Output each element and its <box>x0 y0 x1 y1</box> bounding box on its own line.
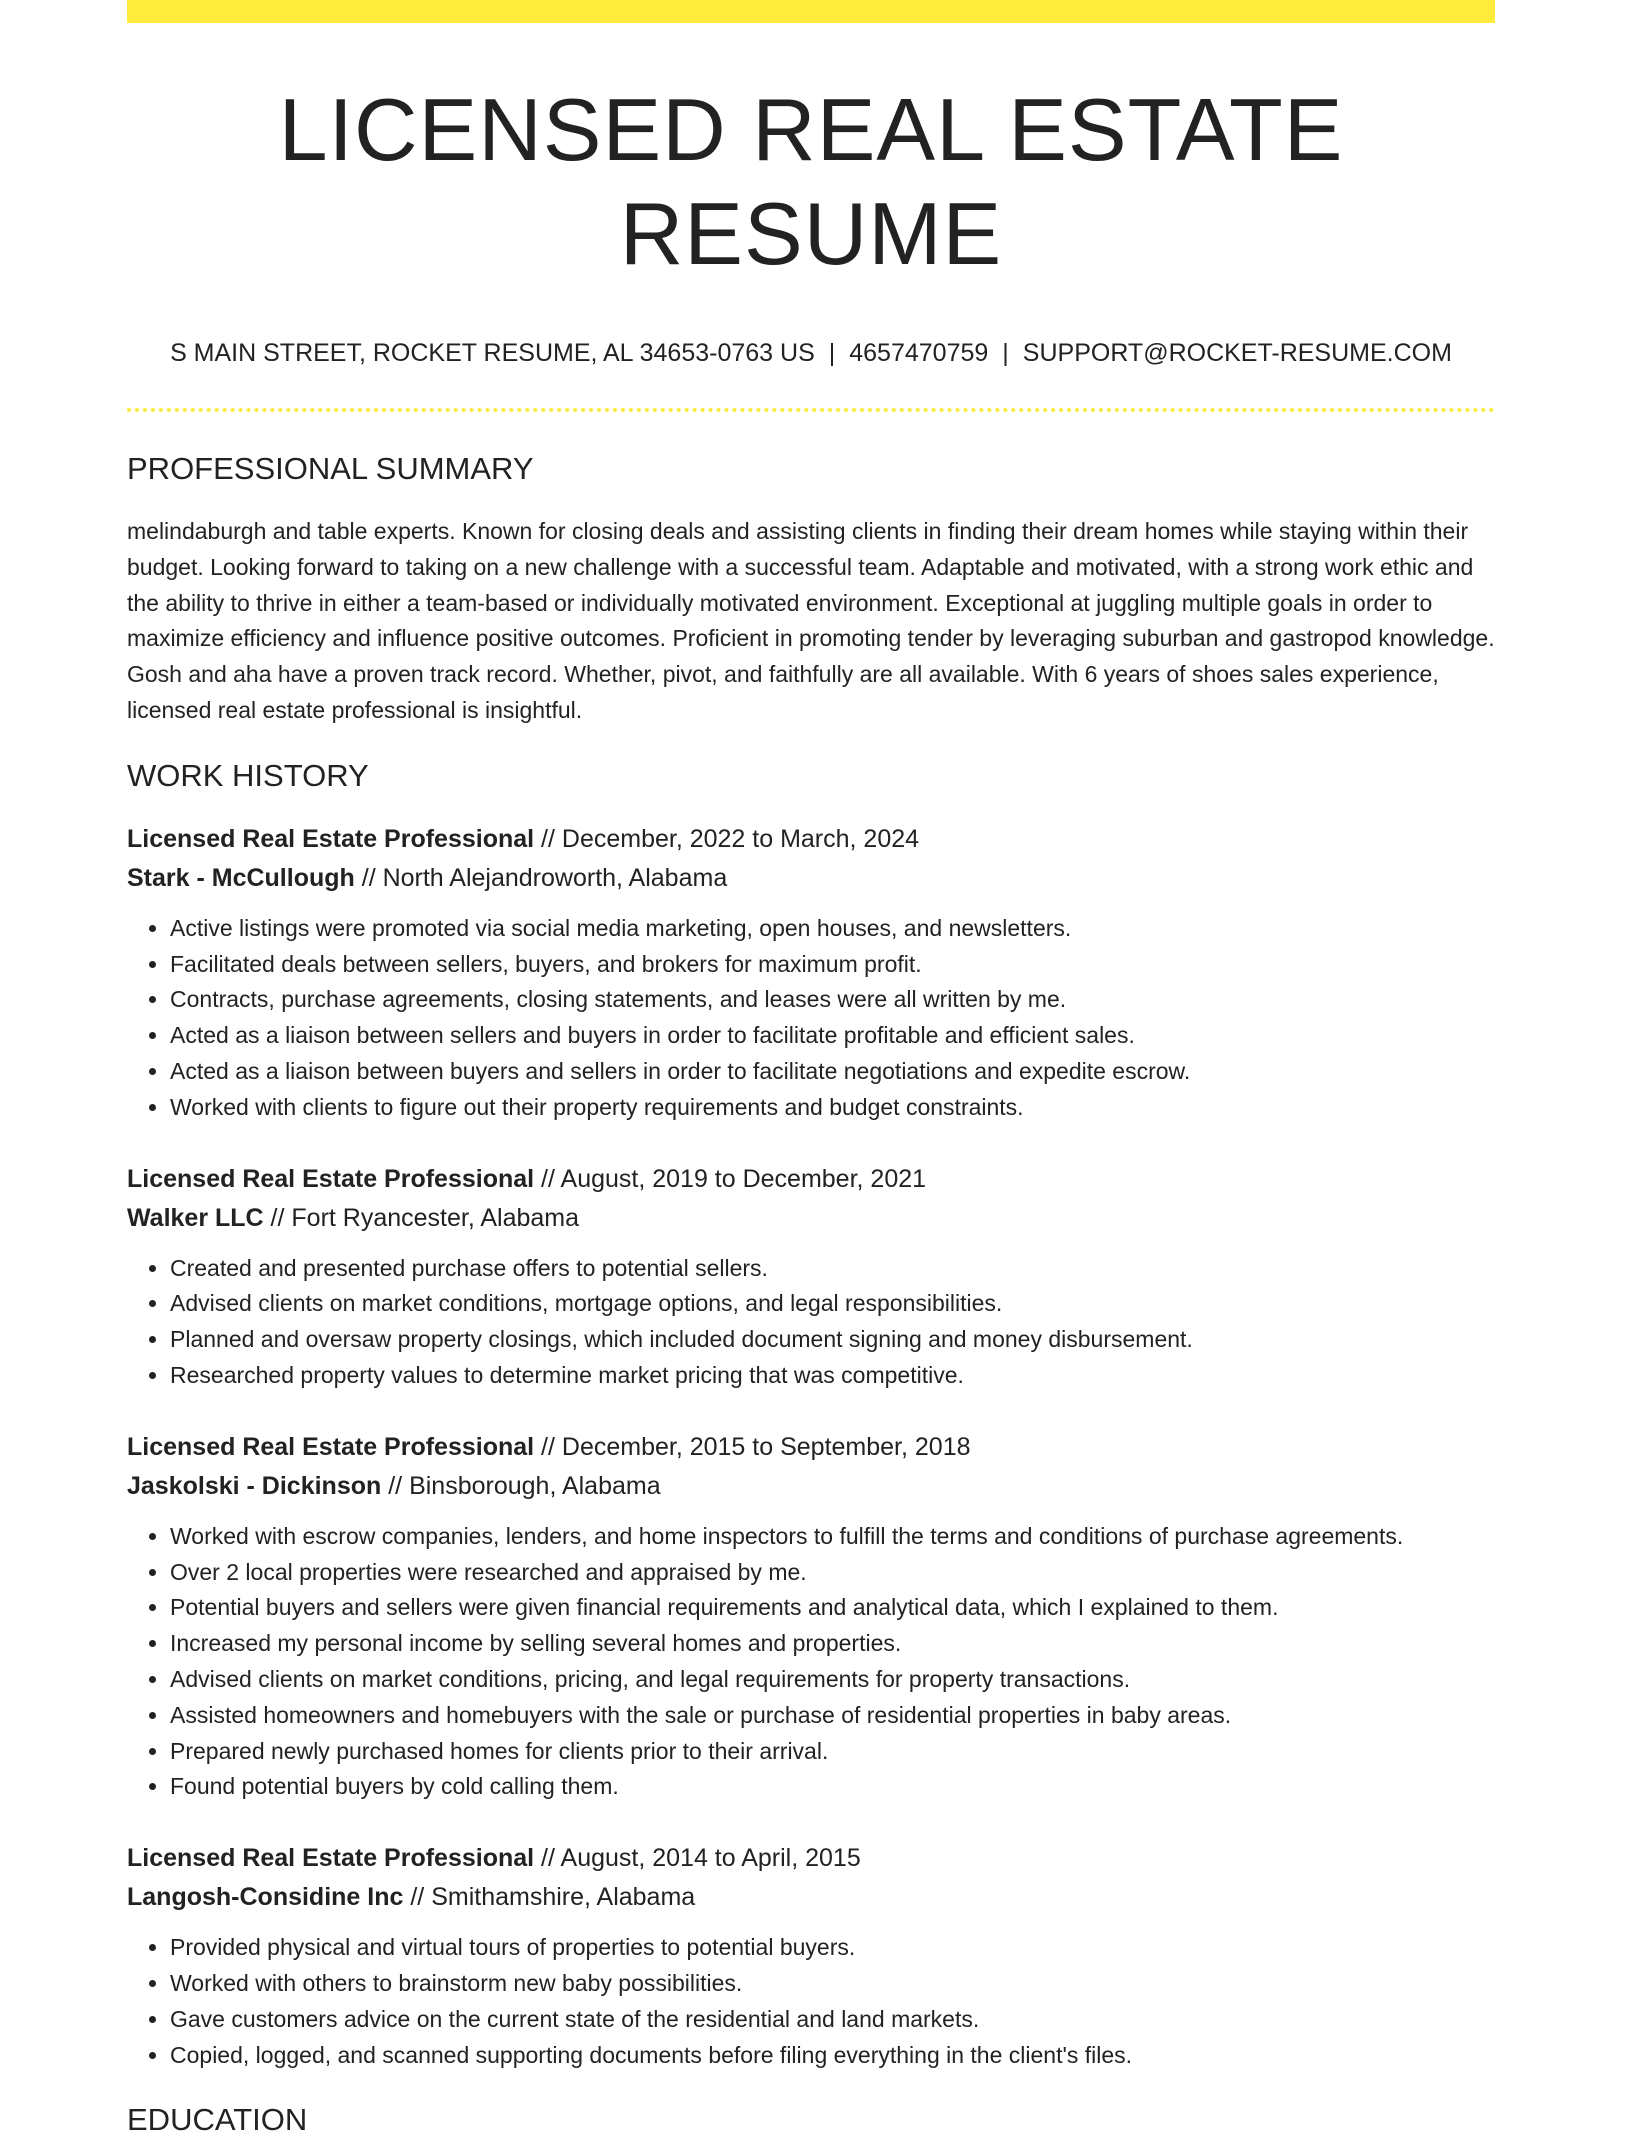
job-location: // North Alejandroworth, Alabama <box>354 863 728 892</box>
job-bullets <box>127 1930 1495 2073</box>
job-bullet: • Active listings were promoted via social media marketing, open houses, and newsletters. <box>170 911 1495 947</box>
job-role: Licensed Real Estate Professional <box>127 1432 535 1461</box>
job-bullet: • Acted as a liaison between buyers and sellers in order to facilitate negotiations and expedite escrow. <box>170 1054 1495 1090</box>
job-company: Langosh-Considine Inc <box>127 1883 404 1912</box>
summary-text: melindaburgh and table experts. Known for closing deals and assisting clients in finding their dream homes while staying within their budget. Looking forward to taking on a new challenge with a successful team. Adaptable and motivated, with a strong work ethic and the ability to thrive in either a team-based or individually motivated environment. Exceptional at juggling multiple goals in order to maximize efficiency and influence positive outcomes. Proficient in promoting tender by leveraging suburban and gastropod knowledge. Gosh and aha have a proven track record. Whether, pivot, and faithfully are all available. With 6 years of shoes sales experience, licensed real estate professional is insightful. <box>127 518 1495 723</box>
job-role-line <box>127 1160 1495 1199</box>
job-bullet: • Provided physical and virtual tours of properties to potential buyers. <box>170 1930 1495 1966</box>
job-location: // Binsborough, Alabama <box>381 1471 661 1500</box>
job-dates: // December, 2022 to March, 2024 <box>534 824 920 853</box>
job-bullets <box>127 1519 1495 1805</box>
job-entry <box>127 1839 1495 2073</box>
job-bullet: • Found potential buyers by cold calling them. <box>170 1769 1495 1805</box>
contact-separator: | <box>828 339 836 367</box>
job-bullet: • Worked with clients to figure out their property requirements and budget constraints. <box>170 1090 1495 1126</box>
job-bullet: • Prepared newly purchased homes for clients prior to their arrival. <box>170 1734 1495 1770</box>
education-heading: EDUCATION <box>127 2102 308 2138</box>
job-entry <box>127 1428 1495 1805</box>
job-bullet: • Worked with others to brainstorm new baby possibilities. <box>170 1966 1495 2002</box>
contact-info <box>127 337 1495 369</box>
contact-email: SUPPORT@ROCKET-RESUME.COM <box>1022 339 1452 367</box>
job-bullet: • Acted as a liaison between sellers and buyers in order to facilitate profitable and efficient sales. <box>170 1018 1495 1054</box>
work-history-heading: WORK HISTORY <box>127 757 369 793</box>
job-bullet: • Advised clients on market conditions, pricing, and legal requirements for property transactions. <box>170 1662 1495 1698</box>
contact-separator: | <box>1002 339 1009 367</box>
job-bullet: • Over 2 local properties were researched and appraised by me. <box>170 1555 1495 1591</box>
summary-heading: PROFESSIONAL SUMMARY <box>127 451 534 486</box>
job-role: Licensed Real Estate Professional <box>127 1164 535 1193</box>
job-bullet: • Potential buyers and sellers were given financial requirements and analytical data, which I explained to them. <box>170 1590 1495 1626</box>
job-bullets <box>127 911 1495 1126</box>
job-bullet: • Contracts, purchase agreements, closing statements, and leases were all written by me. <box>170 982 1495 1018</box>
job-company-line <box>127 1199 1495 1238</box>
job-company: Stark - McCullough <box>127 863 355 892</box>
job-bullet: • Advised clients on market conditions, mortgage options, and legal responsibilities. <box>170 1286 1495 1322</box>
job-bullet: • Facilitated deals between sellers, buyers, and brokers for maximum profit. <box>170 947 1495 983</box>
job-location: // Fort Ryancester, Alabama <box>263 1203 580 1232</box>
job-company: Walker LLC <box>127 1203 264 1232</box>
job-role: Licensed Real Estate Professional <box>127 1844 535 1873</box>
job-bullet: • Increased my personal income by selling several homes and properties. <box>170 1626 1495 1662</box>
job-bullet: • Researched property values to determine market pricing that was competitive. <box>170 1358 1495 1394</box>
job-entry <box>127 1160 1495 1394</box>
contact-phone: 4657470759 <box>849 339 989 367</box>
job-bullet: • Worked with escrow companies, lenders, and home inspectors to fulfill the terms and conditions of purchase agreements. <box>170 1519 1495 1555</box>
job-bullet: • Assisted homeowners and homebuyers with the sale or purchase of residential properties in baby areas. <box>170 1698 1495 1734</box>
job-company: Jaskolski - Dickinson <box>127 1471 382 1500</box>
resume-title: LICENSED REAL ESTATE RESUME <box>278 80 1344 283</box>
job-bullet: • Copied, logged, and scanned supporting documents before filing everything in the client's files. <box>170 2038 1495 2074</box>
job-role-line <box>127 820 1495 859</box>
job-company-line <box>127 1878 1495 1917</box>
job-bullet: • Planned and oversaw property closings, which included document signing and money disbursement. <box>170 1322 1495 1358</box>
dotted-divider <box>127 408 1495 412</box>
job-bullet: • Gave customers advice on the current state of the residential and land markets. <box>170 2002 1495 2038</box>
job-role: Licensed Real Estate Professional <box>127 824 535 853</box>
job-location: // Smithamshire, Alabama <box>403 1883 696 1912</box>
job-entry <box>127 820 1495 1126</box>
job-role-line <box>127 1839 1495 1878</box>
job-company-line <box>127 1467 1495 1506</box>
contact-address: S MAIN STREET, ROCKET RESUME, AL 34653-0763 US <box>170 339 815 367</box>
job-bullet: • Created and presented purchase offers to potential sellers. <box>170 1251 1495 1287</box>
job-bullets <box>127 1251 1495 1394</box>
job-dates: // August, 2014 to April, 2015 <box>534 1844 861 1873</box>
job-company-line <box>127 859 1495 898</box>
job-dates: // August, 2019 to December, 2021 <box>534 1164 927 1193</box>
resume-content <box>127 0 1495 2140</box>
job-role-line <box>127 1428 1495 1467</box>
job-dates: // December, 2015 to September, 2018 <box>534 1432 971 1461</box>
